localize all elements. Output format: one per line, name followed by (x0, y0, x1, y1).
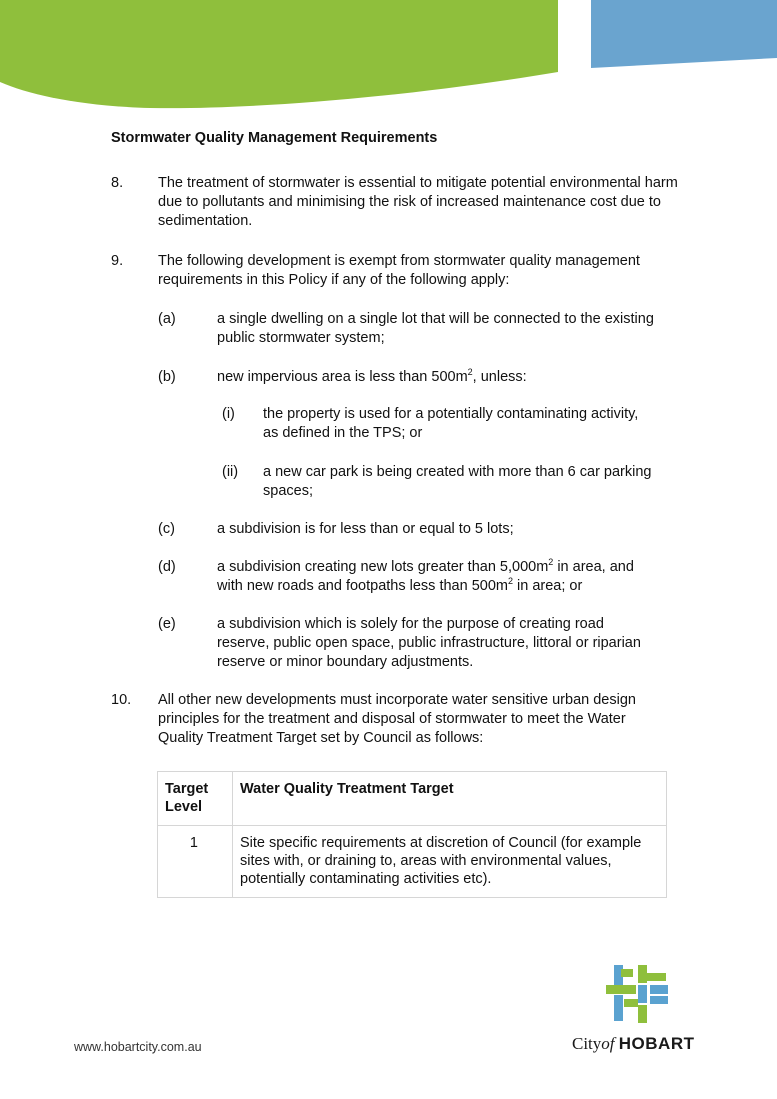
subitem-text: a subdivision which is solely for the purpose of creating road reserve, public open space, public infrastructure, littoral or riparian reserve or minor boundary adjustments. (217, 616, 641, 670)
logo-hobart-text: HOBART (618, 1034, 695, 1053)
logo-of-text: of (601, 1034, 615, 1053)
table-header-row (158, 772, 667, 826)
footer-website-link[interactable]: www.hobartcity.com.au (74, 1040, 202, 1054)
subitem-text-part: in area; or (513, 578, 583, 594)
subsubitem-label: (i) (222, 406, 235, 422)
superscript: 2 (507, 576, 513, 586)
table-header-cell: Target Level (158, 772, 233, 826)
subitem-text: a subdivision is for less than or equal to 5 lots; (217, 521, 514, 537)
subsubitem-text: a new car park is being created with more than 6 car parking spaces; (263, 464, 652, 499)
subitem-label: (c) (158, 521, 175, 537)
subsubitem-label: (ii) (222, 464, 239, 480)
subitem-label: (b) (158, 369, 176, 385)
city-of-hobart-logo-icon (604, 963, 672, 1025)
table-cell: Site specific requirements at discretion of Council (for example sites with, or draining to, areas with environmental values, potentially contaminating activities etc). (233, 826, 667, 898)
subitem-text-part: , unless: (472, 369, 527, 385)
subitem-text-part: in area, and with new roads and footpaths less than 500m (217, 559, 634, 594)
subitem-text (217, 368, 657, 387)
subitem-text-part: a subdivision creating new lots greater than 5,000m (217, 559, 549, 575)
logo-wordmark (572, 1034, 695, 1054)
subitem-text: a single dwelling on a single lot that will be connected to the existing public stormwater system; (217, 311, 654, 346)
item-number: 9. (111, 253, 124, 269)
subitem-label: (a) (158, 311, 176, 327)
logo-city-text: City (572, 1034, 602, 1053)
subitem-label: (d) (158, 559, 176, 575)
item-number: 8. (111, 175, 124, 191)
superscript: 2 (548, 557, 554, 567)
superscript: 2 (467, 367, 473, 377)
item-text: The treatment of stormwater is essential to mitigate potential environmental harm due to pollutants and minimising the risk of increased maintenance cost due to sedimentation. (158, 175, 678, 229)
section-heading: Stormwater Quality Management Requirements (111, 130, 438, 146)
subitem-label: (e) (158, 616, 176, 632)
item-text: All other new developments must incorporate water sensitive urban design principles for the treatment and disposal of stormwater to meet the Water Quality Treatment Target set by Council as follows: (158, 692, 636, 746)
table-cell: 1 (158, 826, 233, 898)
banner-blue-shape (591, 0, 777, 68)
subitem-text-part: new impervious area is less than 500m (217, 369, 468, 385)
banner-green-shape (0, 0, 558, 108)
table-row (158, 826, 667, 898)
subitem-text (217, 558, 647, 596)
item-number: 10. (111, 692, 132, 708)
table-header-cell: Water Quality Treatment Target (233, 772, 667, 826)
item-text: The following development is exempt from stormwater quality management requirements in this Policy if any of the following apply: (158, 253, 640, 288)
header-banner (0, 0, 777, 115)
treatment-target-table (157, 771, 667, 898)
subsubitem-text: the property is used for a potentially contaminating activity, as defined in the TPS; or (263, 406, 639, 441)
